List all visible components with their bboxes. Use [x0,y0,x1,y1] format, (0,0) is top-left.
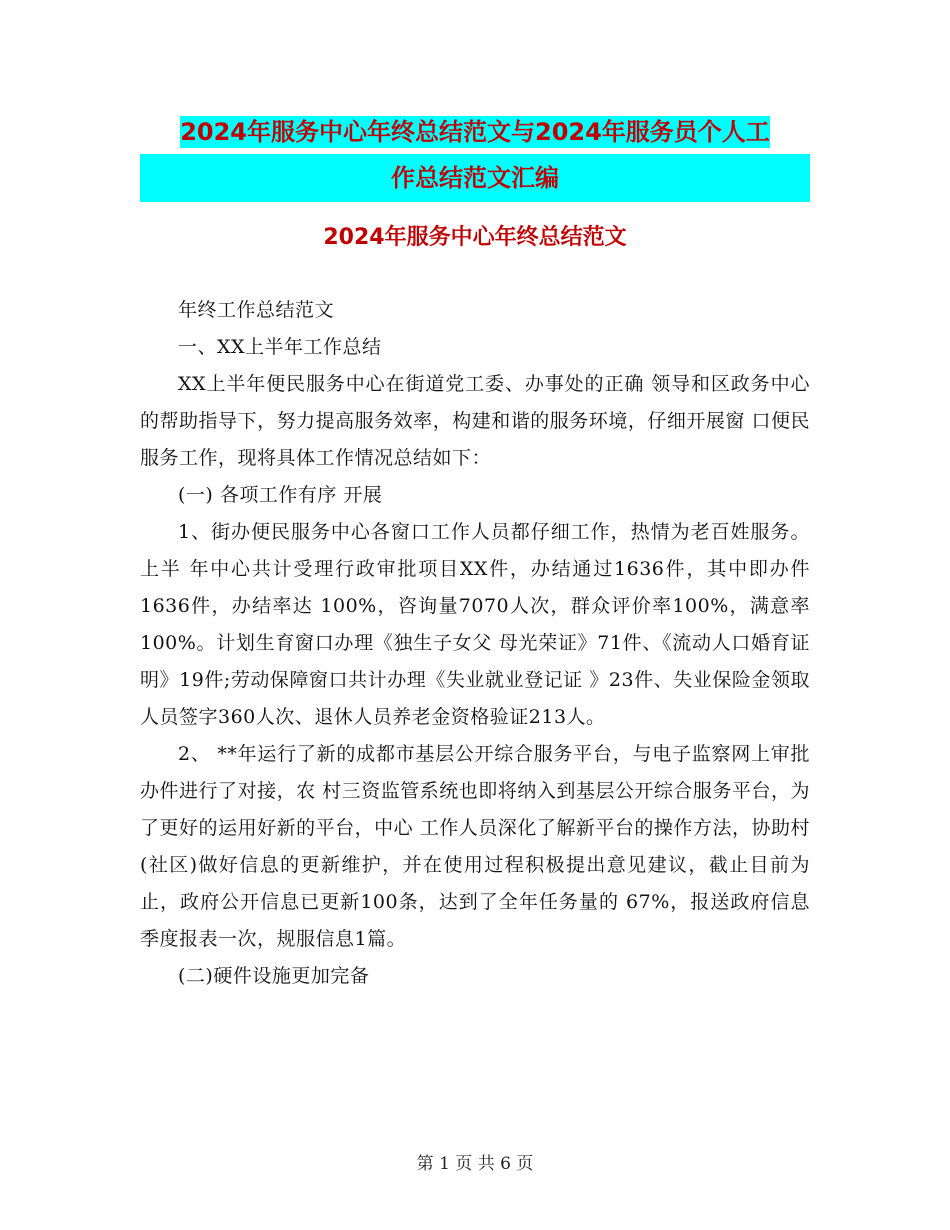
document-title [140,110,810,202]
paragraph: 1、街办便民服务中心各窗口工作人员都仔细工作，热情为老百姓服务。上半 年中心共计受理行政审批项目XX件，办结通过1636件，其中即办件1636件，办结率达 100%，咨询量7070人次，群众评价率100%，满意率100%。计划生育窗口办理《独生子女父 母光荣证》71件、《流动人口婚育证明》19件;劳动保障窗口共计办理《失业就业登记证 》23件、失业保险金领取人员签字360人次、退休人员养老金资格验证213人。 [140,521,810,728]
section-title: 2024年服务中心年终总结范文 [323,225,627,250]
paragraph: 一、XX上半年工作总结 [178,336,382,358]
paragraph: 年终工作总结范文 [178,299,335,321]
paragraph: (二)硬件设施更加完备 [178,965,370,987]
title-line-2-wrap [140,154,810,202]
paragraph: (一) 各项工作有序 开展 [178,484,383,506]
document-body [140,292,810,995]
title-line-1: 2024年服务中心年终总结范文与2024年服务员个人工 [180,118,770,146]
paragraph: 2、 **年运行了新的成都市基层公开综合服务平台，与电子监察网上审批办件进行了对接，农 村三资监管系统也即将纳入到基层公开综合服务平台，为了更好的运用好新的平台，中心 工作人员深化了解新平台的操作方法，协助村(社区)做好信息的更新维护，并在使用过程积极提出意见建议，截止目前为止，政府公开信息已更新100条，达到了全年任务量的 67%，报送政府信息季度报表一次，规服信息1篇。 [140,743,810,950]
title-line-2: 作总结范文汇编 [391,164,559,192]
page-footer: 第 1 页 共 6 页 [416,1154,534,1174]
paragraph: XX上半年便民服务中心在街道党工委、办事处的正确 领导和区政务中心的帮助指导下，努力提高服务效率，构建和谐的服务环境，仔细开展窗 口便民服务工作，现将具体工作情况总结如下： [140,373,810,469]
